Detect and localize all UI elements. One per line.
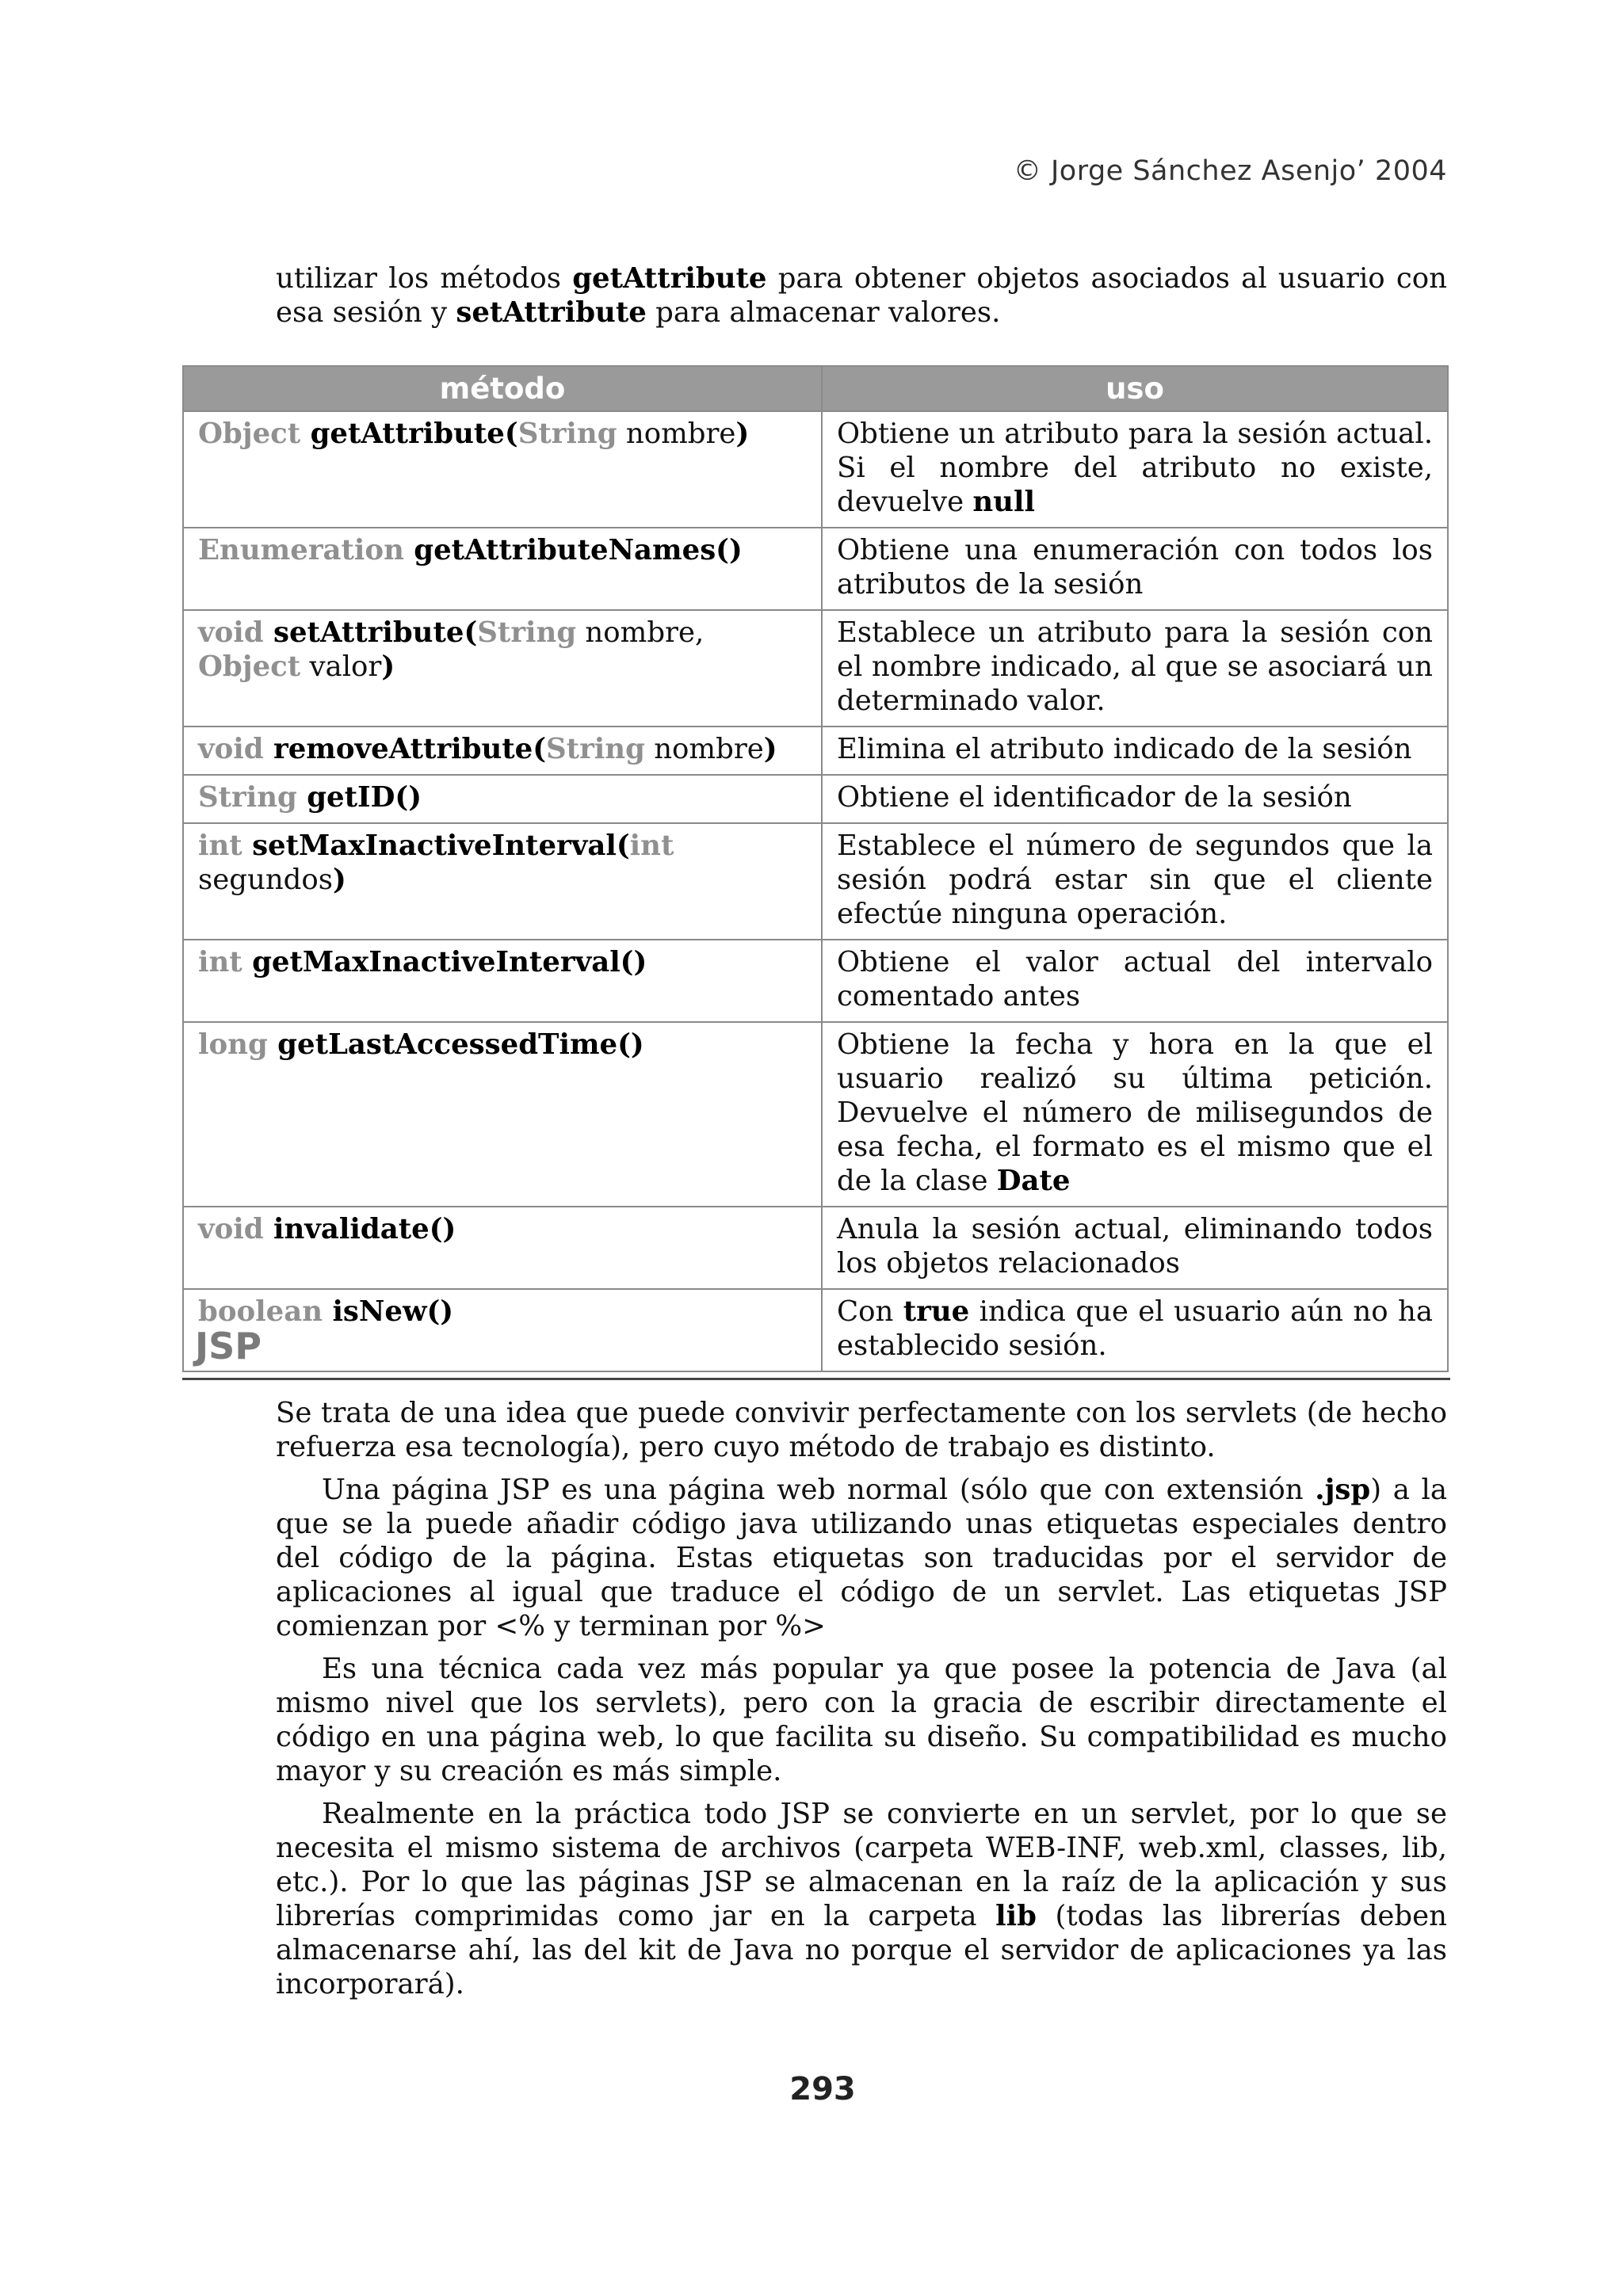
text-run: Obtiene un atributo para la sesión actual. Si el nombre del atributo no existe, devuelve xyxy=(837,418,1433,518)
text-run: Realmente en la práctica todo JSP se convierte en un servlet, por lo que se necesita el mismo sistema de archivos (carpeta WEB-INF, web.xml, classes, lib, etc.). Por lo que las páginas JSP se almacenan en la raíz de la aplicación y sus librerías comprimidas como jar en la carpeta xyxy=(276,1798,1447,1932)
method-signature-cell xyxy=(183,775,822,823)
method-name: isNew() xyxy=(332,1295,454,1328)
table-row xyxy=(183,411,1448,528)
text-run: indica que el usuario aún no ha establecido sesión. xyxy=(837,1295,1434,1362)
text-run: nombre xyxy=(644,733,764,765)
text-run: Elimina el atributo indicado de la sesión xyxy=(837,733,1412,765)
text-run: Obtiene el identificador de la sesión xyxy=(837,781,1352,814)
type-name: void xyxy=(198,616,273,649)
type-name: int xyxy=(629,830,674,862)
type-name: String xyxy=(477,616,577,649)
text-run: Obtiene la fecha y hora en la que el usuario realizó su última petición. Devuelve el número de milisegundos de esa fecha, el formato es el mismo que el de la clase xyxy=(837,1028,1433,1197)
running-header: © Jorge Sánchez Asenjo’ 2004 xyxy=(1013,155,1447,187)
table-row xyxy=(183,1289,1448,1371)
method-name: getID() xyxy=(307,781,422,814)
text-run: para obtener objetos asociados al usuario con esa sesión y xyxy=(276,262,1447,329)
type-name: int xyxy=(198,830,253,862)
type-name: String xyxy=(546,733,645,765)
table-row xyxy=(183,1022,1448,1207)
text-run: segundos xyxy=(198,864,333,896)
table-row xyxy=(183,775,1448,823)
table-row xyxy=(183,528,1448,610)
method-name: getAttributeNames() xyxy=(414,534,743,566)
method-signature-cell xyxy=(183,610,822,727)
method-name: getLastAccessedTime() xyxy=(277,1028,644,1061)
table-row xyxy=(183,823,1448,940)
text-run: ) a la que se la puede añadir código java utilizando unas etiquetas especiales dentro del código de la página. Estas etiquetas son traducidas por el servidor de aplicaciones al igual que traduce el código de un servlet. Las etiquetas JSP comienzan por <% y terminan por %> xyxy=(276,1474,1447,1642)
method-description-cell xyxy=(822,610,1448,727)
method-signature-cell xyxy=(183,411,822,528)
type-name: void xyxy=(198,1213,273,1245)
method-description-cell xyxy=(822,775,1448,823)
bold-term: getAttribute xyxy=(572,262,767,295)
table-row xyxy=(183,1207,1448,1289)
method-name: setAttribute( xyxy=(273,616,478,649)
method-signature-cell xyxy=(183,940,822,1022)
table-body xyxy=(183,411,1448,1371)
type-name: String xyxy=(517,418,617,450)
method-signature-cell xyxy=(183,528,822,610)
section-divider xyxy=(182,1378,1450,1380)
method-name: getMaxInactiveInterval() xyxy=(252,946,647,978)
method-name: removeAttribute( xyxy=(273,733,547,765)
type-name: String xyxy=(198,781,307,814)
paragraph: Se trata de una idea que puede convivir perfectamente con los servlets (de hecho refuerza esa tecnología), pero cuyo método de trabajo es distinto. xyxy=(276,1397,1447,1463)
paragraph xyxy=(276,1473,1447,1643)
section-title: JSP xyxy=(195,1325,262,1367)
text-run: Establece un atributo para la sesión con el nombre indicado, al que se asociará un determinado valor. xyxy=(837,616,1433,717)
method-signature-cell xyxy=(183,727,822,775)
paragraph: Es una técnica cada vez más popular ya que posee la potencia de Java (al mismo nivel que los servlets), pero con la gracia de escribir directamente el código en una página web, lo que facilita su diseño. Su compatibilidad es mucho mayor y su creación es más simple. xyxy=(276,1653,1447,1787)
text-run: (todas las librerías deben almacenarse ahí, las del kit de Java no porque el servidor de aplicaciones ya las incorporará). xyxy=(276,1900,1448,2000)
bold-term: lib xyxy=(995,1900,1037,1932)
type-name: Object xyxy=(198,650,301,683)
type-name: boolean xyxy=(198,1295,333,1328)
page-number: 293 xyxy=(789,2071,856,2107)
text-run: valor xyxy=(300,650,382,683)
bold-term: .jsp xyxy=(1315,1474,1371,1506)
table-row xyxy=(183,727,1448,775)
column-header-metodo: método xyxy=(183,366,822,411)
text-run: Obtiene el valor actual del intervalo comentado antes xyxy=(837,946,1433,1013)
method-name: setMaxInactiveInterval( xyxy=(252,830,630,862)
text-run: Anula la sesión actual, eliminando todos los objetos relacionados xyxy=(837,1213,1433,1280)
text-run: Con xyxy=(837,1295,903,1328)
type-name: Object xyxy=(198,418,311,450)
method-description-cell xyxy=(822,1207,1448,1289)
method-name: ) xyxy=(381,650,395,683)
type-name: Enumeration xyxy=(198,534,414,566)
table-row xyxy=(183,940,1448,1022)
text-run: para almacenar valores. xyxy=(646,296,1001,329)
column-header-uso: uso xyxy=(822,366,1448,411)
table-header-row xyxy=(183,366,1448,411)
bold-term: setAttribute xyxy=(456,296,647,329)
method-description-cell xyxy=(822,940,1448,1022)
method-signature-cell xyxy=(183,1289,822,1371)
method-signature-cell xyxy=(183,1207,822,1289)
method-description-cell xyxy=(822,1022,1448,1207)
intro-paragraph xyxy=(276,261,1447,330)
text-run: Una página JSP es una página web normal (sólo que con extensión xyxy=(322,1474,1316,1506)
paragraph xyxy=(276,1797,1447,2001)
method-signature-cell xyxy=(183,823,822,940)
text-run: Obtiene una enumeración con todos los atributos de la sesión xyxy=(837,534,1433,601)
text-run: Establece el número de segundos que la sesión podrá estar sin que el cliente efectúe ninguna operación. xyxy=(837,830,1433,930)
text-run: utilizar los métodos xyxy=(276,262,573,295)
jsp-section-body xyxy=(276,1396,1447,2010)
method-name: invalidate() xyxy=(273,1213,456,1245)
method-name: ) xyxy=(763,733,777,765)
session-methods-table xyxy=(182,365,1449,1372)
method-name: ) xyxy=(735,418,750,450)
type-name: long xyxy=(198,1028,278,1061)
method-name: getAttribute( xyxy=(310,418,518,450)
method-description-cell xyxy=(822,528,1448,610)
method-name: ) xyxy=(333,864,346,896)
method-signature-cell xyxy=(183,1022,822,1207)
bold-term: Date xyxy=(996,1165,1071,1197)
bold-term: true xyxy=(903,1295,970,1328)
bold-term: null xyxy=(972,486,1035,518)
method-description-cell xyxy=(822,727,1448,775)
method-description-cell xyxy=(822,823,1448,940)
text-run: nombre xyxy=(617,418,736,450)
text-run: nombre, xyxy=(576,616,705,649)
method-description-cell xyxy=(822,1289,1448,1371)
type-name: void xyxy=(198,733,273,765)
table-row xyxy=(183,610,1448,727)
method-description-cell xyxy=(822,411,1448,528)
type-name: int xyxy=(198,946,253,978)
